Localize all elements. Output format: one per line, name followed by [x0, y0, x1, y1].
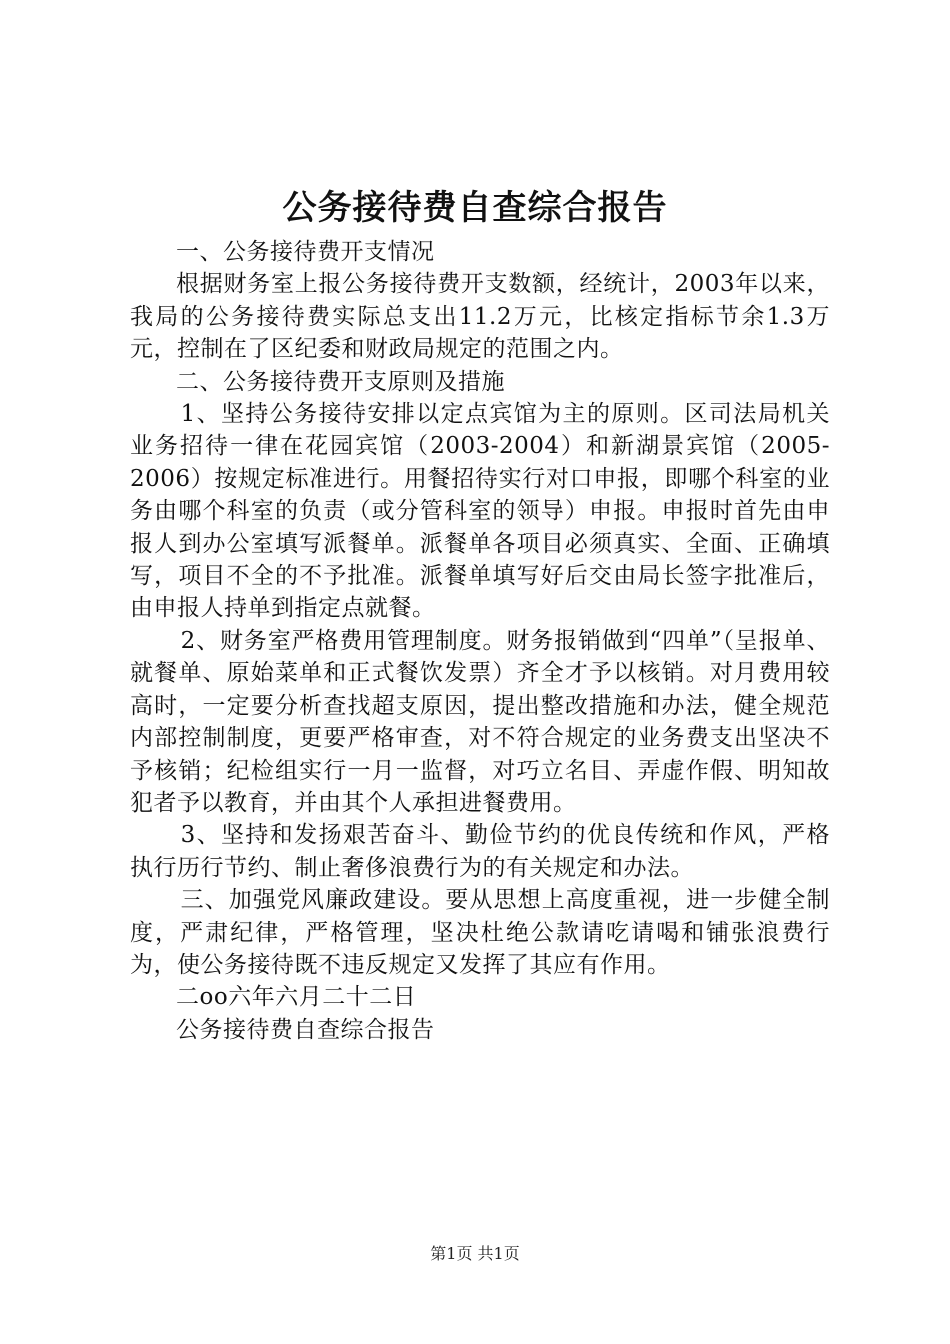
document-body: [130, 236, 830, 1046]
section-heading-2: 二、公务接待费开支原则及措施: [176, 368, 505, 395]
page-footer: 第1页 共1页: [430, 1244, 520, 1263]
document-title: 公务接待费自查综合报告: [282, 188, 668, 228]
paragraph-section-3: 三、加强党风廉政建设。要从思想上高度重视，进一步健全制度，严肃纪律，严格管理，坚决杜绝公款请吃请喝和铺张浪费行为，使公务接待既不违反规定又发挥了其应有作用。: [130, 887, 830, 978]
document-date: 二oo六年六月二十二日: [176, 984, 417, 1011]
document-closing-title: 公务接待费自查综合报告: [176, 1016, 435, 1043]
paragraph-item-1: 1、坚持公务接待安排以定点宾馆为主的原则。区司法局机关业务招待一律在花园宾馆（2003-2004）和新湖景宾馆（2005-2006）按规定标准进行。用餐招待实行对口申报，即哪个科室的业务由哪个科室的负责（或分管科室的领导）申报。申报时首先由申报人到办公室填写派餐单。派餐单各项目必须真实、全面、正确填写，项目不全的不予批准。派餐单填写好后交由局长签字批准后，由申报人持单到指定点就餐。: [130, 401, 830, 622]
paragraph-expenditure: 根据财务室上报公务接待费开支数额，经统计，2003年以来，我局的公务接待费实际总支出11.2万元，比核定指标节余1.3万元，控制在了区纪委和财政局规定的范围之内。: [130, 271, 830, 363]
paragraph-item-2: 2、财务室严格费用管理制度。财务报销做到“四单”（呈报单、就餐单、原始菜单和正式餐饮发票）齐全才予以核销。对月费用较高时，一定要分析查找超支原因，提出整改措施和办法，健全规范内部控制制度，更要严格审查，对不符合规定的业务费支出坚决不予核销；纪检组实行一月一监督，对巧立名目、弄虚作假、明知故犯者予以教育，并由其个人承担进餐费用。: [130, 627, 830, 816]
paragraph-item-3: 3、坚持和发扬艰苦奋斗、勤俭节约的优良传统和作风，严格执行历行节约、制止奢侈浪费行为的有关规定和办法。: [130, 822, 830, 881]
section-heading-1: 一、公务接待费开支情况: [176, 239, 435, 265]
